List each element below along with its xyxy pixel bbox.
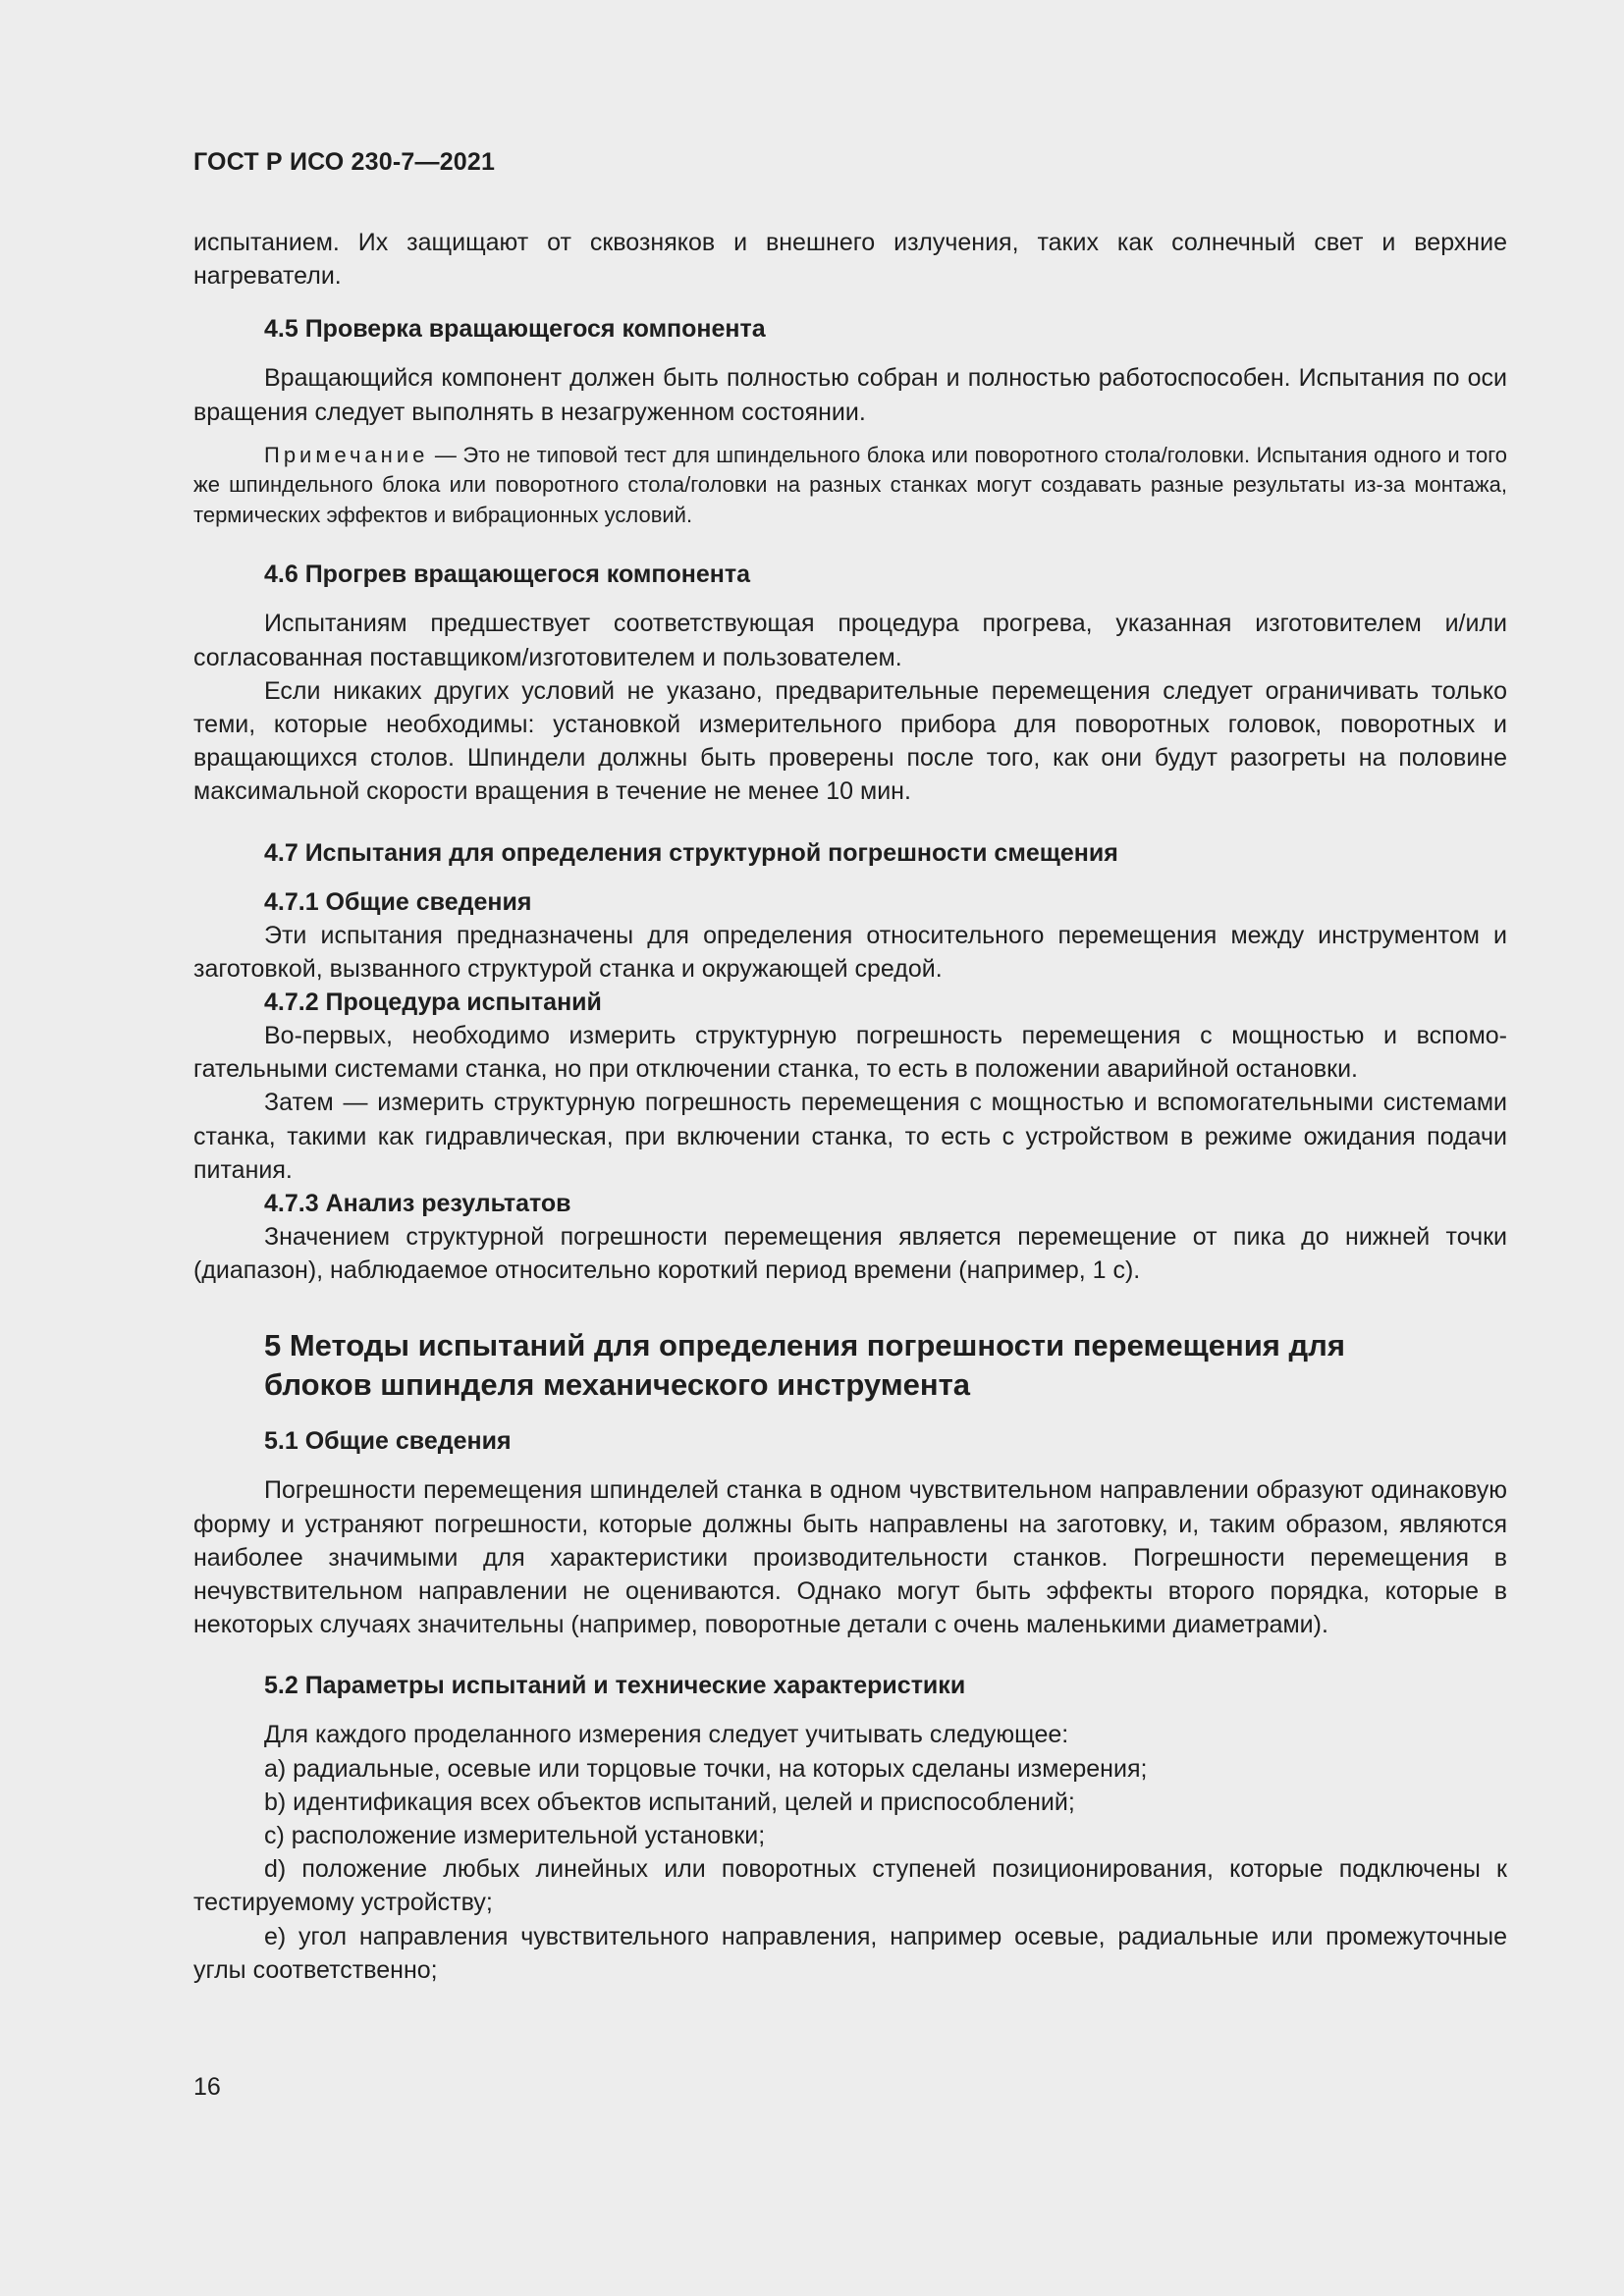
section-4-7-heading: 4.7 Испытания для определения структурной погрешности смещения bbox=[264, 838, 1118, 867]
section-5-1-paragraph: Погрешности перемещения шпинделей станка в одном чувствительном направлении образуют одинаковую форму и устраняют погрешности, которые должны быть направлены на заготовку, и, таким образом, являются наиболее значимыми для характеристики производительности станков. Погрешности перемещения в нечувствительном направлении не оцениваются. Однако могут быть эффекты второго порядка, которые в некоторых случаях значительны (например, поворотные детали с очень маленькими диаметрами). bbox=[193, 1476, 1507, 1639]
section-5-heading: 5 Методы испытаний для определения погрешности перемещения для блоков шпинделя механического инструмента bbox=[264, 1328, 1345, 1403]
standard-header: ГОСТ Р ИСО 230-7—2021 bbox=[193, 148, 496, 176]
section-4-7-2-paragraph-1: Во-первых, необходимо измерить структурную погрешность перемещения с мощностью и вспомогательными системами станка, но при отключении станка, то есть в положении аварийной остановки. bbox=[193, 1021, 1507, 1084]
section-5-2-heading: 5.2 Параметры испытаний и технические характеристики bbox=[264, 1672, 966, 1700]
page-content bbox=[193, 226, 1507, 1987]
section-4-5-note bbox=[193, 441, 1507, 531]
list-item: d) положение любых линейных или поворотных ступеней позиционирования, которые подключены к тестируемому устройству; bbox=[193, 1855, 1507, 1917]
note-dash: — bbox=[428, 442, 463, 467]
note-text: Это не типовой тест для шпиндельного блока или поворотного стола/головки. Испытания одного и того же шпиндельного блока или поворотного стола/головки на разных станках могут создавать разные результаты из-за монтажа, термических эффектов и вибрационных условий. bbox=[193, 442, 1507, 527]
section-4-7-3-paragraph: Значением структурной погрешности перемещения является перемещение от пика до нижней точки (диапазон), наблюдаемое относительно короткий период времени (например, 1 с). bbox=[193, 1222, 1507, 1285]
section-5-2-intro: Для каждого проделанного измерения следует учитывать следующее: bbox=[264, 1721, 1069, 1749]
section-4-5-paragraph: Вращающийся компонент должен быть полностью собран и полностью работоспособен. Испытания по оси вращения следует выполнять в незагруженном состоянии. bbox=[193, 364, 1507, 426]
section-4-7-1-paragraph: Эти испытания предназначены для определения относительного перемещения между инструментом и заготовкой, вызванного структурой станка и окружающей средой. bbox=[193, 921, 1507, 983]
note-label: Примечание bbox=[264, 442, 429, 467]
section-4-6-paragraph-2: Если никаких других условий не указано, предварительные перемещения следует ограничивать только теми, которые необходимы: установкой измерительного прибора для поворотных головок, поворотных и вращающихся столов. Шпиндели должны быть проверены после того, как они будут разогреты на половине максимальной скорости вращения в течение не менее 10 мин. bbox=[193, 676, 1507, 806]
list-item: b) идентификация всех объектов испытаний, целей и приспособлений; bbox=[264, 1788, 1075, 1816]
page-number: 16 bbox=[193, 2073, 221, 2101]
section-4-6-paragraph-1: Испытаниям предшествует соответствующая процедура прогрева, указанная изготовителем и/или согласованная поставщиком/изготовителем и пользователем. bbox=[193, 610, 1507, 671]
list-item: a) радиальные, осевые или торцовые точки, на которых сделаны измерения; bbox=[264, 1754, 1148, 1783]
intro-paragraph: испытанием. Их защищают от сквозняков и внешнего излучения, таких как солнечный свет и верхние нагреватели. bbox=[193, 229, 1507, 291]
section-4-5-heading: 4.5 Проверка вращающегося компонента bbox=[264, 315, 766, 344]
section-4-6-heading: 4.6 Прогрев вращающегося компонента bbox=[264, 561, 751, 589]
section-5-1-heading: 5.1 Общие сведения bbox=[264, 1427, 512, 1456]
section-4-7-1-heading: 4.7.1 Общие сведения bbox=[264, 887, 532, 916]
list-item: c) расположение измерительной установки; bbox=[264, 1821, 766, 1849]
section-4-7-2-heading: 4.7.2 Процедура испытаний bbox=[264, 988, 602, 1016]
section-4-7-3-heading: 4.7.3 Анализ результатов bbox=[264, 1189, 571, 1217]
list-item: e) угол направления чувствительного направления, например осевые, радиальные или промежуточные углы соответственно; bbox=[193, 1922, 1507, 1984]
section-4-7-2-paragraph-2: Затем — измерить структурную погрешность перемещения с мощностью и вспомогательными системами станка, такими как гидравлическая, при включении станка, то есть с устройством в режиме ожидания подачи питания. bbox=[193, 1089, 1507, 1184]
